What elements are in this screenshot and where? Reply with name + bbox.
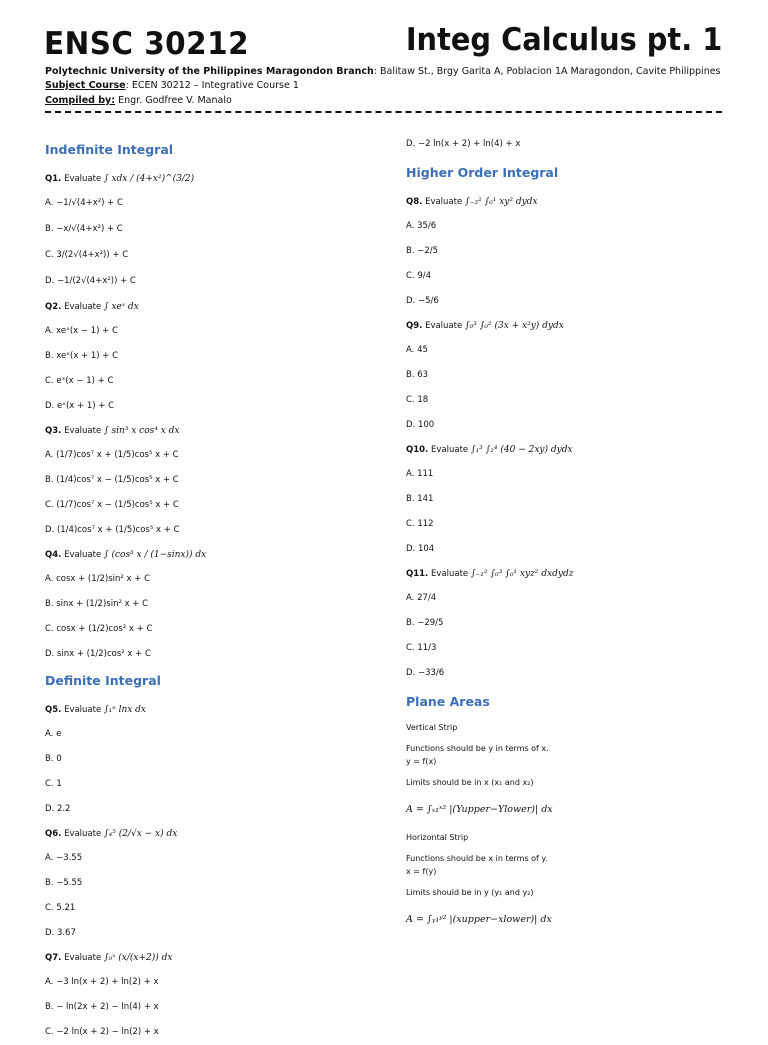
q1-option-d: D. −1/(2√(4+x²)) + C <box>45 276 136 286</box>
question-q5 <box>45 698 375 722</box>
q10-math: ∫₁³ ∫₂⁴ (40 − 2xy) dydx <box>470 445 573 455</box>
q4-math: ∫ (cos³ x / (1−sinx)) dx <box>103 550 207 560</box>
q9-math: ∫₀³ ∫₀² (3x + x²y) dydx <box>464 321 564 331</box>
q4-label: Q4. <box>45 550 62 560</box>
q10-option-c: C. 112 <box>406 519 434 529</box>
question-q10 <box>406 438 726 462</box>
vertical-strip-line-1: Functions should be y in terms of x. <box>406 744 549 753</box>
vertical-strip-title: Vertical Strip <box>406 723 458 732</box>
question-q1 <box>45 167 375 191</box>
q5-label: Q5. <box>45 705 62 715</box>
q8-option-a: A. 35/6 <box>406 221 437 231</box>
question-q6 <box>45 822 375 846</box>
q5-option-c: C. 1 <box>45 779 62 789</box>
q4-option-d: D. sinx + (1/2)cos² x + C <box>45 649 151 659</box>
q5-option-a: A. e <box>45 729 62 739</box>
q6-option-d: D. 3.67 <box>45 928 76 938</box>
q1-label: Q1. <box>45 174 62 184</box>
horizontal-strip-formula: A = ∫ᵧ₁ʸ² |(xupper−xlower)| dx <box>406 914 552 925</box>
q2-option-c: C. eˣ(x − 1) + C <box>45 376 114 386</box>
section-title-definite: Definite Integral <box>45 673 161 688</box>
q7-option-c: C. −2 ln(x + 2) − ln(2) + x <box>45 1027 159 1037</box>
compiled-label: Compiled by: <box>45 95 116 106</box>
institution-label: Polytechnic University of the Philippines Maragondon Branch <box>45 66 374 77</box>
q5-math: ∫₁ᵉ lnx dx <box>103 705 147 715</box>
section-title-higher-order: Higher Order Integral <box>406 165 559 180</box>
q3-option-b: B. (1/4)cos⁷ x − (1/5)cos⁵ x + C <box>45 475 179 485</box>
q3-text: Evaluate <box>61 426 104 436</box>
q6-option-c: C. 5.21 <box>45 903 76 913</box>
institution-address: : Balitaw St., Brgy Garita A, Poblacion 1A Maragondon, Cavite Philippines <box>373 66 721 77</box>
q4-option-c: C. cosx + (1/2)cos² x + C <box>45 624 153 634</box>
q6-text: Evaluate <box>61 829 104 839</box>
vertical-strip-line-3: Limits should be in x (x₁ and x₂) <box>406 778 534 787</box>
q10-label: Q10. <box>406 445 429 455</box>
q2-text: Evaluate <box>61 302 104 312</box>
question-q7 <box>45 946 375 970</box>
q9-label: Q9. <box>406 321 423 331</box>
q11-option-c: C. 11/3 <box>406 643 437 653</box>
q2-label: Q2. <box>45 302 62 312</box>
q4-option-a: A. cosx + (1/2)sin² x + C <box>45 574 151 584</box>
left-column <box>45 128 375 1045</box>
question-q11 <box>406 562 726 586</box>
q1-option-a: A. −1/√(4+x²) + C <box>45 198 123 208</box>
q2-math: ∫ xeˣ dx <box>103 302 139 312</box>
q8-option-d: D. −5/6 <box>406 296 439 306</box>
q8-option-b: B. −2/5 <box>406 246 439 256</box>
horizontal-strip-title: Horizontal Strip <box>406 833 469 842</box>
q4-text: Evaluate <box>61 550 104 560</box>
q3-math: ∫ sin³ x cos⁴ x dx <box>103 426 180 436</box>
q1-text: Evaluate <box>61 174 104 184</box>
q5-text: Evaluate <box>61 705 104 715</box>
q7-option-a: A. −3 ln(x + 2) + ln(2) + x <box>45 977 159 987</box>
q9-option-a: A. 45 <box>406 345 428 355</box>
q4-option-b: B. sinx + (1/2)sin² x + C <box>45 599 149 609</box>
header-divider <box>45 111 722 113</box>
question-q3 <box>45 419 375 443</box>
course-code: ENSC 30212 <box>44 26 250 62</box>
q6-option-b: B. −5.55 <box>45 878 83 888</box>
question-q8 <box>406 190 726 214</box>
q5-option-b: B. 0 <box>45 754 62 764</box>
horizontal-strip-line-1: Functions should be x in terms of y. <box>406 854 548 863</box>
q9-option-b: B. 63 <box>406 370 429 380</box>
q3-label: Q3. <box>45 426 62 436</box>
q7-option-d: D. −2 ln(x + 2) + ln(4) + x <box>406 139 521 149</box>
q8-option-c: C. 9/4 <box>406 271 432 281</box>
q7-option-b: B. − ln(2x + 2) − ln(4) + x <box>45 1002 159 1012</box>
document-header <box>0 0 768 120</box>
q8-label: Q8. <box>406 197 423 207</box>
q10-text: Evaluate <box>428 445 471 455</box>
q5-option-d: D. 2.2 <box>45 804 71 814</box>
subject-label: Subject Course <box>45 80 126 91</box>
horizontal-strip-line-3: Limits should be in y (y₁ and y₂) <box>406 888 534 897</box>
q6-math: ∫₄⁵ (2/√x − x) dx <box>103 829 178 839</box>
q10-option-a: A. 111 <box>406 469 434 479</box>
q3-option-c: C. (1/7)cos⁷ x − (1/5)cos⁵ x + C <box>45 500 179 510</box>
q9-text: Evaluate <box>422 321 465 331</box>
question-q9 <box>406 314 726 338</box>
q11-option-b: B. −29/5 <box>406 618 444 628</box>
institution-line <box>45 66 721 77</box>
document-title: Integ Calculus pt. 1 <box>405 22 722 58</box>
q6-option-a: A. −3.55 <box>45 853 83 863</box>
vertical-strip-line-2: y = f(x) <box>406 757 437 766</box>
q1-option-b: B. −x/√(4+x²) + C <box>45 224 123 234</box>
q10-option-d: D. 104 <box>406 544 435 554</box>
section-title-indefinite: Indefinite Integral <box>45 142 174 157</box>
q2-option-b: B. xeˣ(x + 1) + C <box>45 351 119 361</box>
q3-option-a: A. (1/7)cos⁷ x + (1/5)cos⁵ x + C <box>45 450 179 460</box>
q7-math: ∫₀ˣ (x/(x+2)) dx <box>103 953 173 963</box>
q10-option-b: B. 141 <box>406 494 434 504</box>
q7-text: Evaluate <box>61 953 104 963</box>
q2-option-d: D. eˣ(x + 1) + C <box>45 401 115 411</box>
question-q4 <box>45 543 375 567</box>
q11-option-a: A. 27/4 <box>406 593 437 603</box>
q11-option-d: D. −33/6 <box>406 668 445 678</box>
right-column <box>406 128 726 939</box>
compiled-line <box>45 95 232 106</box>
q11-label: Q11. <box>406 569 429 579</box>
q3-option-d: D. (1/4)cos⁷ x + (1/5)cos⁵ x + C <box>45 525 180 535</box>
subject-value: : ECEN 30212 – Integrative Course 1 <box>125 80 299 91</box>
question-q2 <box>45 295 375 319</box>
compiled-value: Engr. Godfree V. Manalo <box>115 95 232 106</box>
q1-option-c: C. 3/(2√(4+x²)) + C <box>45 250 129 260</box>
q8-text: Evaluate <box>422 197 465 207</box>
vertical-strip-formula: A = ∫ₓ₁ˣ² |(Yupper−Ylower)| dx <box>406 804 553 815</box>
q9-option-d: D. 100 <box>406 420 435 430</box>
q1-math: ∫ xdx / (4+x²)^(3/2) <box>103 174 195 184</box>
section-title-plane-areas: Plane Areas <box>406 694 490 709</box>
q11-text: Evaluate <box>428 569 471 579</box>
horizontal-strip-line-2: x = f(y) <box>406 867 437 876</box>
q2-option-a: A. xeˣ(x − 1) + C <box>45 326 118 336</box>
q6-label: Q6. <box>45 829 62 839</box>
q7-label: Q7. <box>45 953 62 963</box>
subject-line <box>45 80 299 91</box>
q8-math: ∫₋₃² ∫₀¹ xy² dydx <box>464 197 538 207</box>
q9-option-c: C. 18 <box>406 395 429 405</box>
q11-math: ∫₋₁² ∫₀³ ∫₀¹ xyz² dxdydz <box>470 569 574 579</box>
